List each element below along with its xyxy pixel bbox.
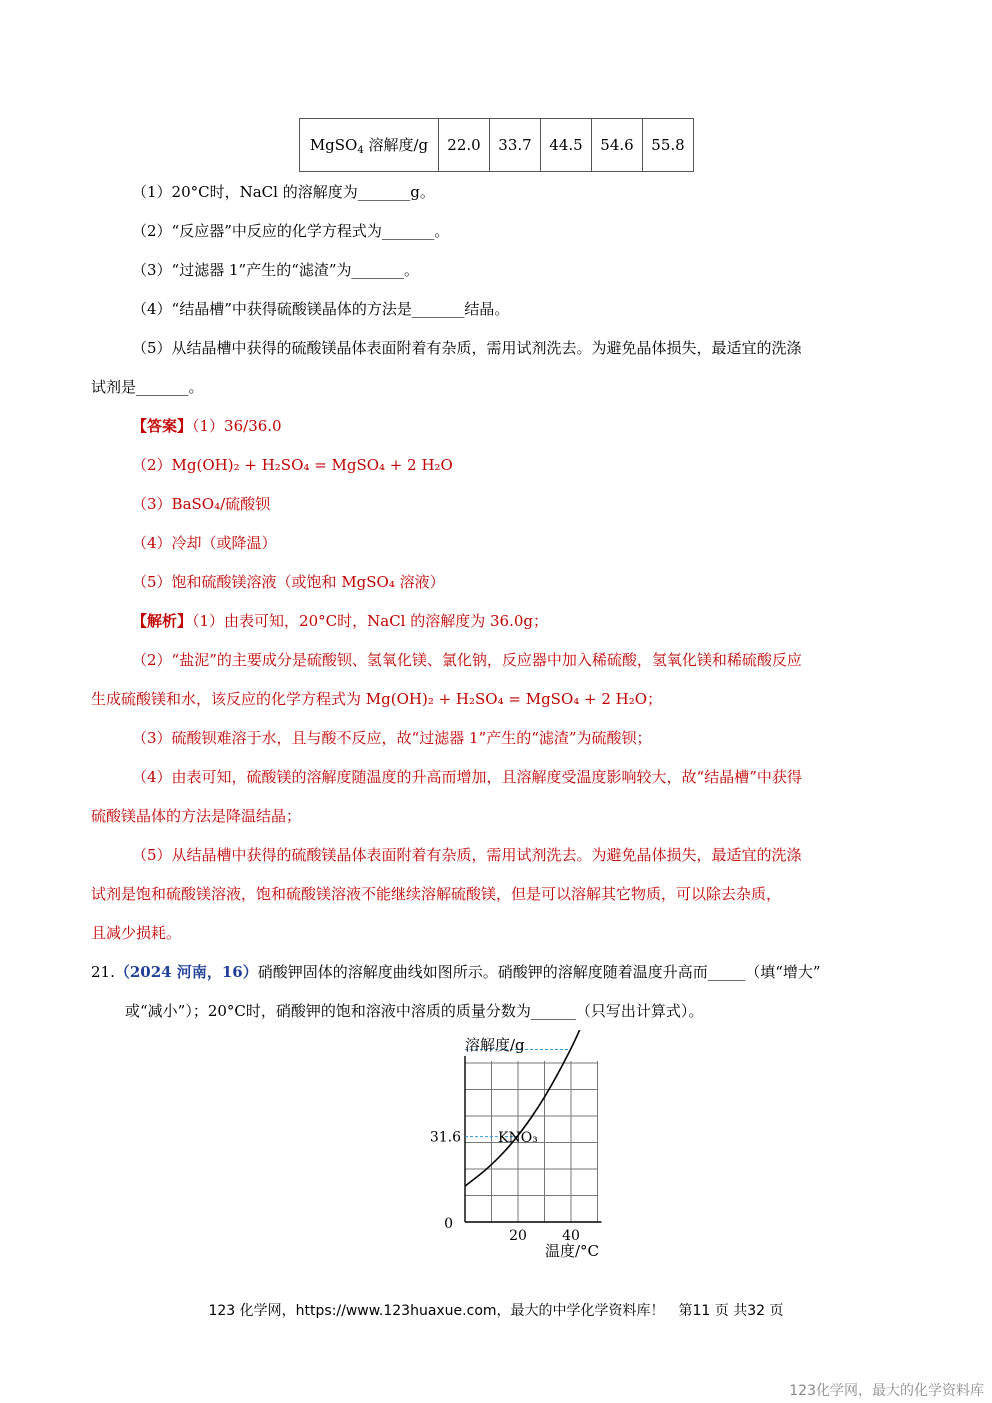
- question-3: （3）“过滤器 1”产生的“滤渣”为_______。: [132, 261, 420, 279]
- answer-line-1: [132, 416, 282, 436]
- page-footer: 123 化学网，https://www.123huaxue.com，最大的中学化学资料库！ 第11 页 共32 页: [208, 1303, 784, 1319]
- question-21-text-a: 硝酸钾固体的溶解度曲线如图所示。硝酸钾的溶解度随着温度升高而_____（填“增大”: [257, 963, 821, 981]
- chart-x-label: 温度/°C: [545, 1242, 600, 1260]
- analysis-label: 【解析】: [132, 612, 193, 630]
- table-cell: 33.7: [490, 119, 541, 172]
- question-5-line-1: （5）从结晶槽中获得的硫酸镁晶体表面附着有杂质，需用试剂洗去。为避免晶体损失，最适宜的洗涤: [132, 339, 802, 357]
- answer-label: 【答案】: [132, 417, 193, 435]
- table-cell: 55.8: [643, 119, 694, 172]
- table-row-label: [300, 119, 439, 172]
- question-21-source: （2024 河南，16）: [114, 963, 258, 981]
- question-21-number: 21.: [91, 963, 115, 981]
- chart-y-label: 溶解度/g: [465, 1036, 525, 1054]
- question-1: （1）20°C时，NaCl 的溶解度为_______g。: [132, 183, 435, 201]
- question-4: （4）“结晶槽”中获得硫酸镁晶体的方法是_______结晶。: [132, 300, 510, 318]
- question-2: （2）“反应器”中反应的化学方程式为_______。: [132, 222, 450, 240]
- analysis-1: （1）由表可知，20°C时，NaCl 的溶解度为 36.0g；: [192, 612, 549, 630]
- solubility-table: [299, 118, 694, 172]
- x-tick-label: 20: [509, 1228, 527, 1244]
- table-cell: 44.5: [541, 119, 592, 172]
- analysis-3: （3）硫酸钡难溶于水，且与酸不反应，故“过滤器 1”产生的“滤渣”为硫酸钡；: [132, 729, 652, 747]
- answer-4: （4）冷却（或降温）: [132, 534, 277, 552]
- x-tick-label: 0: [444, 1216, 453, 1232]
- table-row: [300, 119, 694, 172]
- analysis-2-line-2: 生成硫酸镁和水，该反应的化学方程式为 Mg(OH)₂ + H₂SO₄ = MgSO₄ + 2 H₂O；: [91, 690, 663, 708]
- table-cell: 22.0: [439, 119, 490, 172]
- answer-3: （3）BaSO₄/硫酸钡: [132, 495, 271, 513]
- analysis-5-line-3: 且减少损耗。: [91, 924, 182, 942]
- answer-1: （1）36/36.0: [192, 417, 282, 435]
- label-sub: 4: [357, 145, 364, 156]
- question-5-line-2: 试剂是_______。: [91, 378, 204, 396]
- analysis-5-line-1: （5）从结晶槽中获得的硫酸镁晶体表面附着有杂质，需用试剂洗去。为避免晶体损失，最适宜的洗涤: [132, 846, 802, 864]
- table-cell: 54.6: [592, 119, 643, 172]
- analysis-4-line-2: 硫酸镁晶体的方法是降温结晶；: [91, 807, 302, 825]
- answer-5: （5）饱和硫酸镁溶液（或饱和 MgSO₄ 溶液）: [132, 573, 445, 591]
- answer-2: （2）Mg(OH)₂ + H₂SO₄ = MgSO₄ + 2 H₂O: [132, 456, 453, 474]
- chart-ticks: [430, 1130, 580, 1244]
- analysis-5-line-2: 试剂是饱和硫酸镁溶液，饱和硫酸镁溶液不能继续溶解硫酸镁，但是可以溶解其它物质，可以除去杂质，: [91, 885, 782, 903]
- question-21-line-2: 或“减小”）；20°C时，硝酸钾的饱和溶液中溶质的质量分数为______（只写出计算式）。: [125, 1002, 704, 1020]
- label-tail: 溶解度/g: [363, 136, 429, 154]
- analysis-line-1: [132, 611, 548, 631]
- x-tick-label: 40: [562, 1228, 580, 1244]
- site-watermark: 123化学网，最大的化学资料库: [789, 1383, 984, 1399]
- solubility-chart: [420, 1030, 620, 1265]
- analysis-4-line-1: （4）由表可知，硫酸镁的溶解度随温度的升高而增加，且溶解度受温度影响较大，故“结晶槽”中获得: [132, 768, 802, 786]
- question-21-line-1: [91, 962, 821, 982]
- label-main: MgSO: [309, 136, 358, 154]
- y-tick-label: 31.6: [429, 1129, 461, 1146]
- chart-series-label: KNO₃: [498, 1130, 538, 1146]
- analysis-2-line-1: （2）“盐泥”的主要成分是硫酸钡、氢氧化镁、氯化钠，反应器中加入稀硫酸，氢氧化镁和稀硫酸反应: [132, 651, 802, 669]
